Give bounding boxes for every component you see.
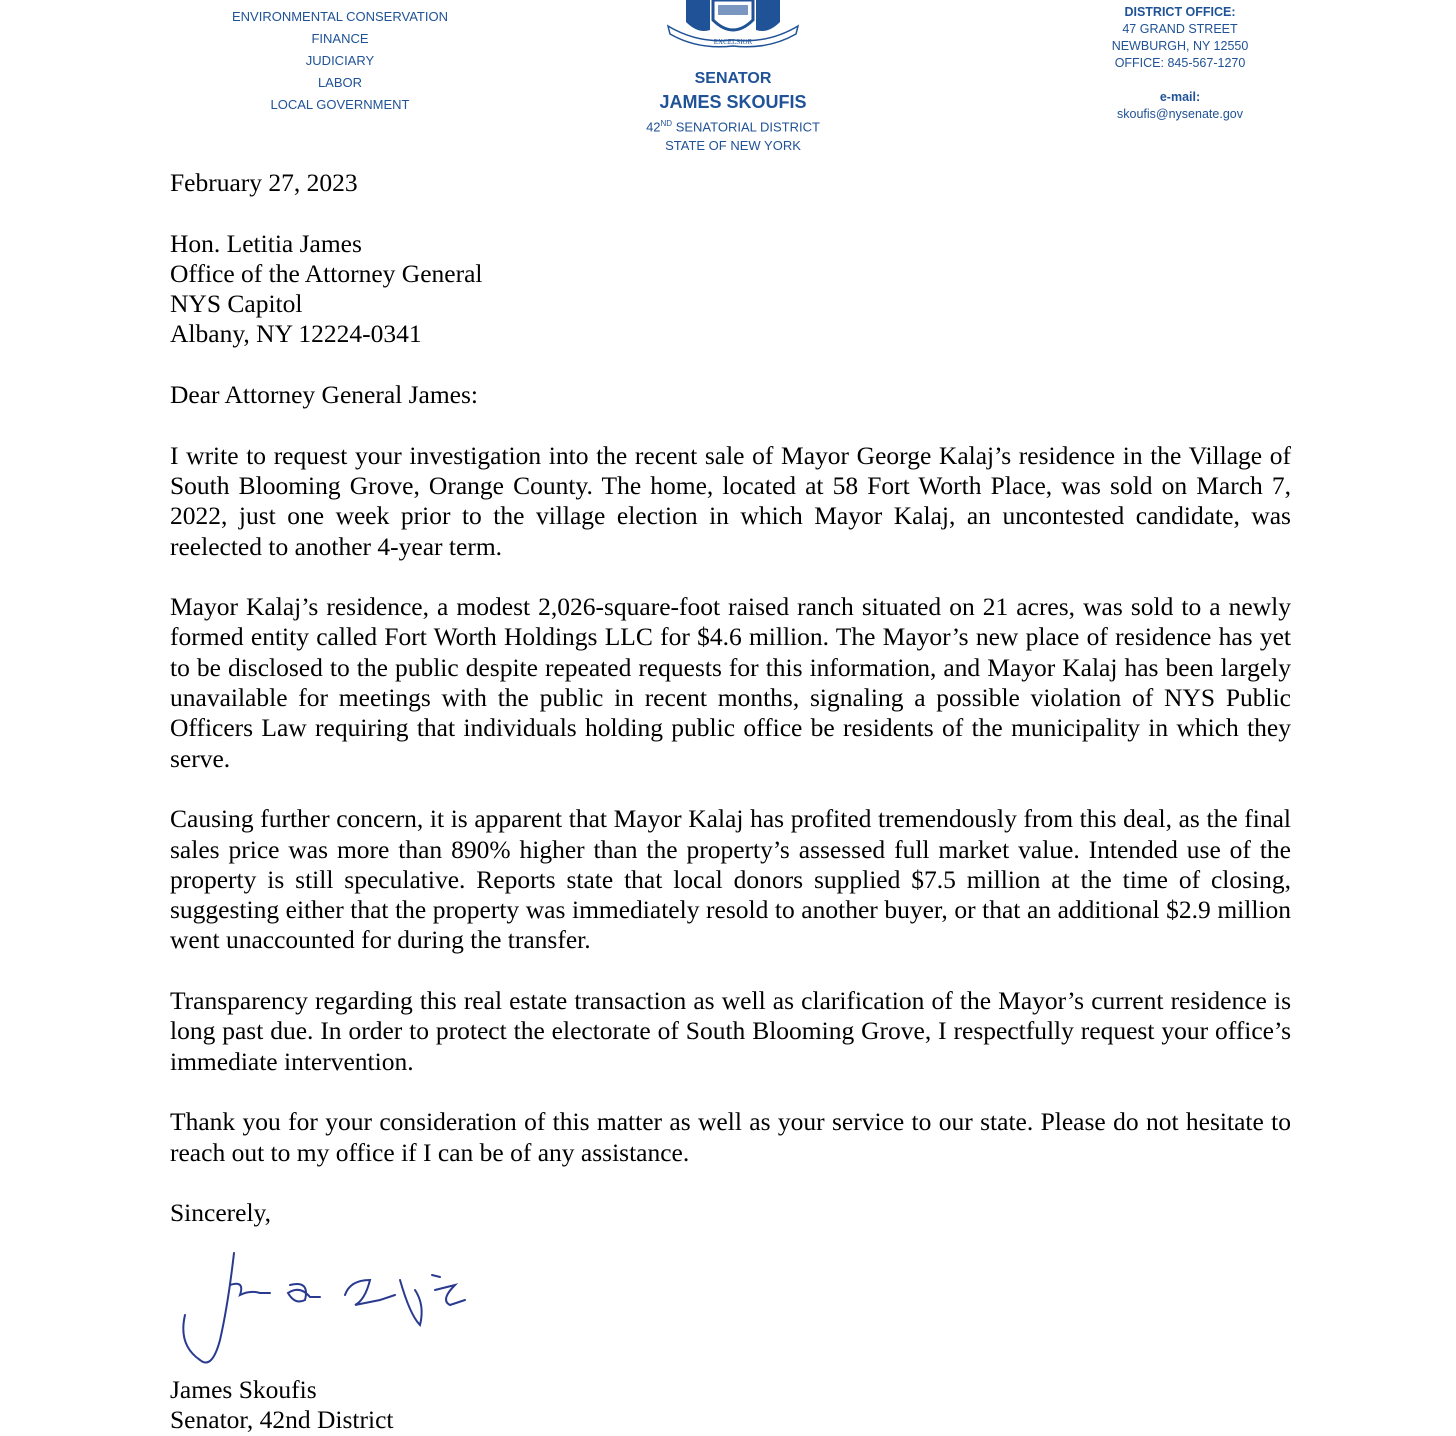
closing: Sincerely, <box>170 1198 272 1228</box>
signature-image <box>170 1245 490 1370</box>
salutation: Dear Attorney General James: <box>170 380 479 410</box>
district-line: 42ND SENATORIAL DISTRICT <box>646 119 820 135</box>
letter-body <box>170 168 1291 1259</box>
ny-state-seal-icon <box>658 0 808 48</box>
letter-date: February 27, 2023 <box>170 168 358 197</box>
paragraph: I write to request your investigation into the recent sale of Mayor George Kalaj’s residence in the Village of South Blooming Grove, Orange County. The home, located at 58 Fort Worth Place, was sold on March 7, 2022, just one week prior to the village election in which Mayor Kalaj, an uncontested candidate, was reelected to another 4-year term. <box>170 440 1291 561</box>
committee-item: LOCAL GOVERNMENT <box>270 97 410 112</box>
committee-item: LABOR <box>317 75 363 90</box>
office-label: DISTRICT OFFICE: <box>1124 5 1236 19</box>
email-link[interactable]: skoufis@nysenate.gov <box>1117 107 1243 121</box>
senator-title: SENATOR <box>694 70 772 87</box>
email-label: e-mail: <box>1159 90 1201 104</box>
office-street: 47 GRAND STREET <box>1122 22 1238 36</box>
senator-block <box>583 0 883 155</box>
paragraph: Causing further concern, it is apparent that Mayor Kalaj has profited tremendously from this deal, as the final sales price was more than 890% higher than the property’s assessed full market value. Intended use of the property is still speculative. Reports state that local donors supplied $7.5 million at the time of closing, suggesting either that the property was immediately resold to another buyer, or that an additional $2.9 million went unaccounted for during the transfer. <box>170 804 1291 955</box>
committee-list <box>200 6 480 116</box>
contact-block <box>1080 4 1280 123</box>
paragraph: Transparency regarding this real estate transaction as well as clarification of the Mayor’s current residence is long past due. In order to protect the electorate of South Blooming Grove, I respectfully request your office’s immediate intervention. <box>170 986 1291 1076</box>
recipient-address: Hon. Letitia James Office of the Attorney General NYS Capitol Albany, NY 12224-0341 <box>170 228 483 349</box>
state-line: STATE OF NEW YORK <box>665 138 801 154</box>
senator-name: JAMES SKOUFIS <box>659 92 807 112</box>
paragraph: Mayor Kalaj’s residence, a modest 2,026-square-foot raised ranch situated on 21 acres, was sold to a newly formed entity called Fort Worth Holdings LLC for $4.6 million. The Mayor’s new place of residence has yet to be disclosed to the public despite repeated requests for this information, and Mayor Kalaj has been largely unavailable for meetings with the public in recent months, signaling a possible violation of NYS Public Officers Law requiring that individuals holding public office be residents of the municipality in which they serve. <box>170 592 1291 773</box>
office-phone: OFFICE: 845-567-1270 <box>1114 56 1246 70</box>
paragraph: Thank you for your consideration of this matter as well as your service to our state. Please do not hesitate to reach out to my office if I can be of any assistance. <box>170 1107 1291 1167</box>
svg-text:EXCELSIOR: EXCELSIOR <box>713 38 753 46</box>
committee-item: ENVIRONMENTAL CONSERVATION <box>232 9 448 24</box>
signer-title: Senator, 42nd District <box>170 1405 394 1435</box>
committee-item: JUDICIARY <box>305 53 375 68</box>
office-city: NEWBURGH, NY 12550 <box>1111 39 1249 53</box>
committee-item: FINANCE <box>311 31 369 46</box>
signer-name: James Skoufis <box>170 1375 317 1404</box>
